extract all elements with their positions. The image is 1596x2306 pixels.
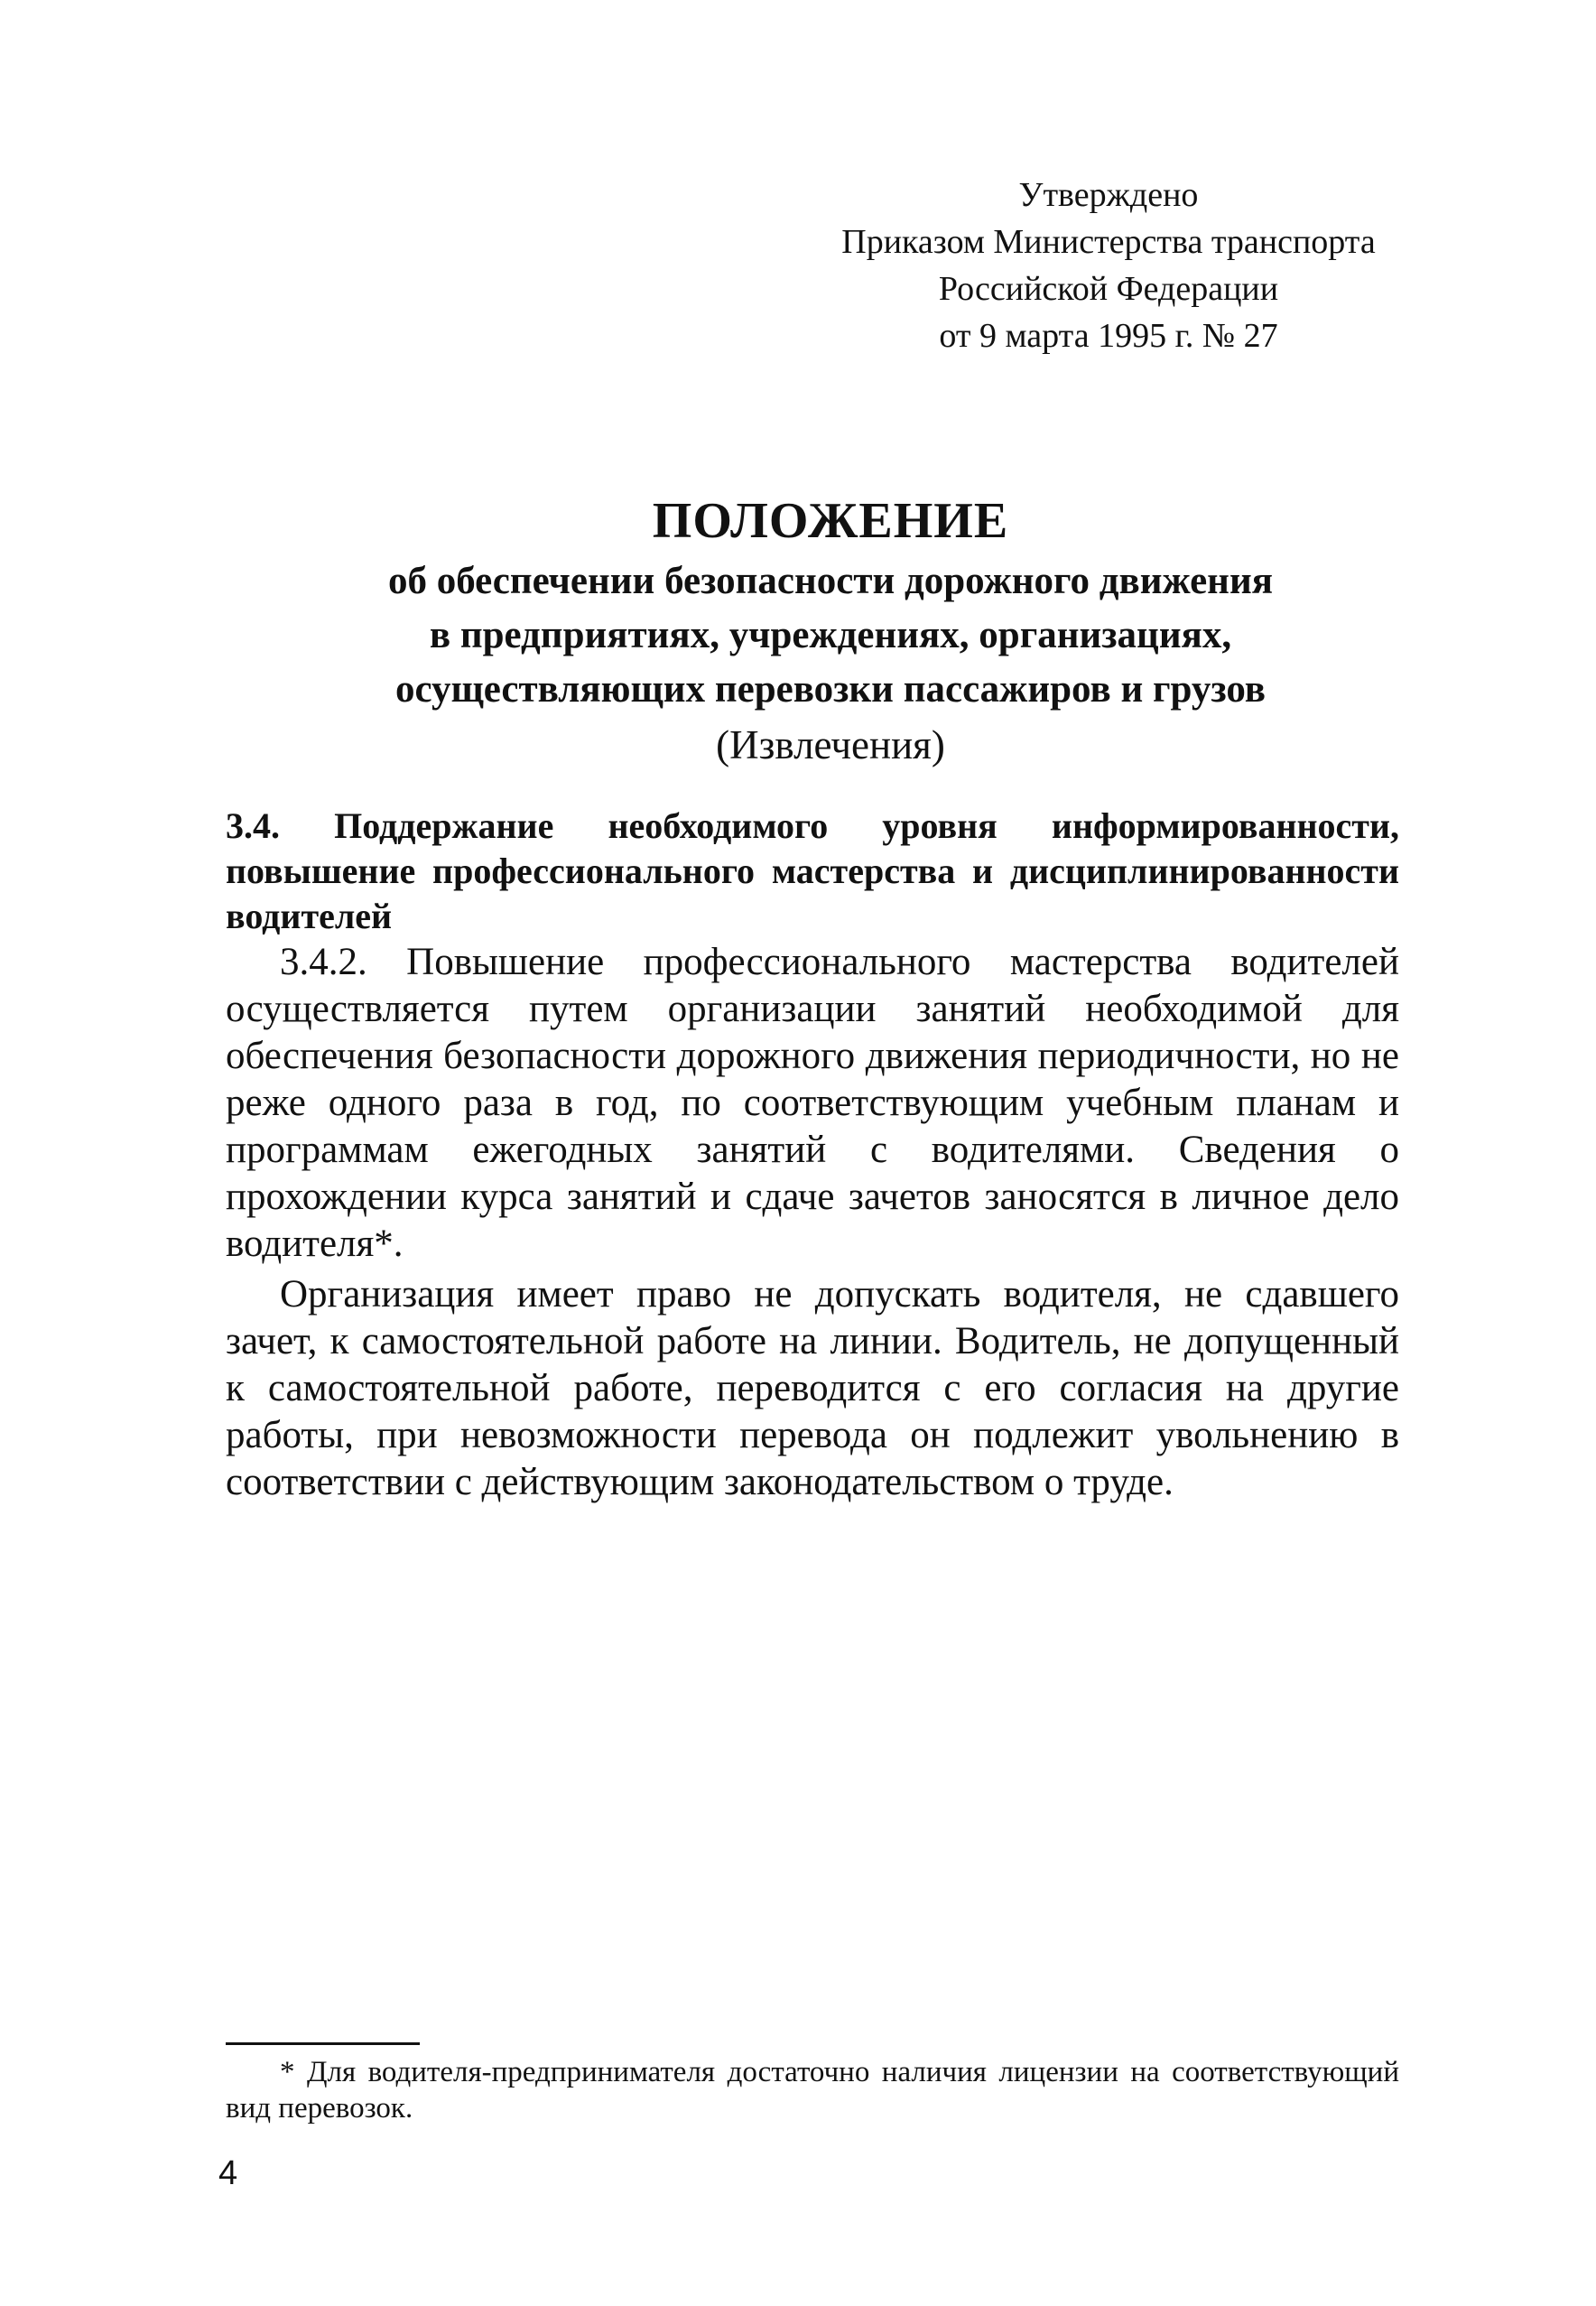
title-block	[226, 488, 1435, 773]
section-heading: 3.4. Поддержание необходимого уровня информированности, повышение профессионального мастерства и дисциплинированности водителей	[226, 805, 1399, 936]
footnote-divider	[226, 2042, 420, 2045]
document-subtitle-line: об обеспечении безопасности дорожного движения	[387, 560, 1273, 602]
document-subtitle-line: в предприятиях, учреждениях, организациях,	[429, 614, 1232, 656]
document-extract-note: (Извлечения)	[716, 722, 945, 767]
approval-line: Утверждено	[1018, 176, 1199, 214]
document-title: ПОЛОЖЕНИЕ	[652, 493, 1009, 549]
approval-line: Приказом Министерства транспорта	[841, 223, 1376, 261]
footnote: * Для водителя-предпринимателя достаточно наличия лицензии на соответствующий вид перевозок.	[226, 2056, 1399, 2125]
approval-line: от 9 марта 1995 г. № 27	[939, 317, 1278, 355]
body-text	[226, 939, 1399, 1506]
paragraph: 3.4.2. Повышение профессионального мастерства водителей осуществляется путем организации занятий необходимой для обеспечения безопасности дорожного движения периодичности, но не реже одного раза в год, по соответствующим учебным планам и программам ежегодных занятий с водителями. Сведения о прохождении курса занятий и сдаче зачетов заносятся в личное дело водителя*.	[226, 941, 1399, 1265]
paragraph: Организация имеет право не допускать водителя, не сдавшего зачет, к самостоятельной работе на линии. Водитель, не допущенный к самостоятельной работе, переводится с его согласия на другие работы, при невозможности перевода он подлежит увольнению в соответствии с действующим законодательством о труде.	[226, 1273, 1399, 1503]
approval-stamp-block	[802, 172, 1415, 359]
page-number: 4	[218, 2154, 238, 2192]
approval-line: Российской Федерации	[938, 270, 1279, 308]
document-subtitle-line: осуществляющих перевозки пассажиров и грузов	[394, 668, 1267, 711]
